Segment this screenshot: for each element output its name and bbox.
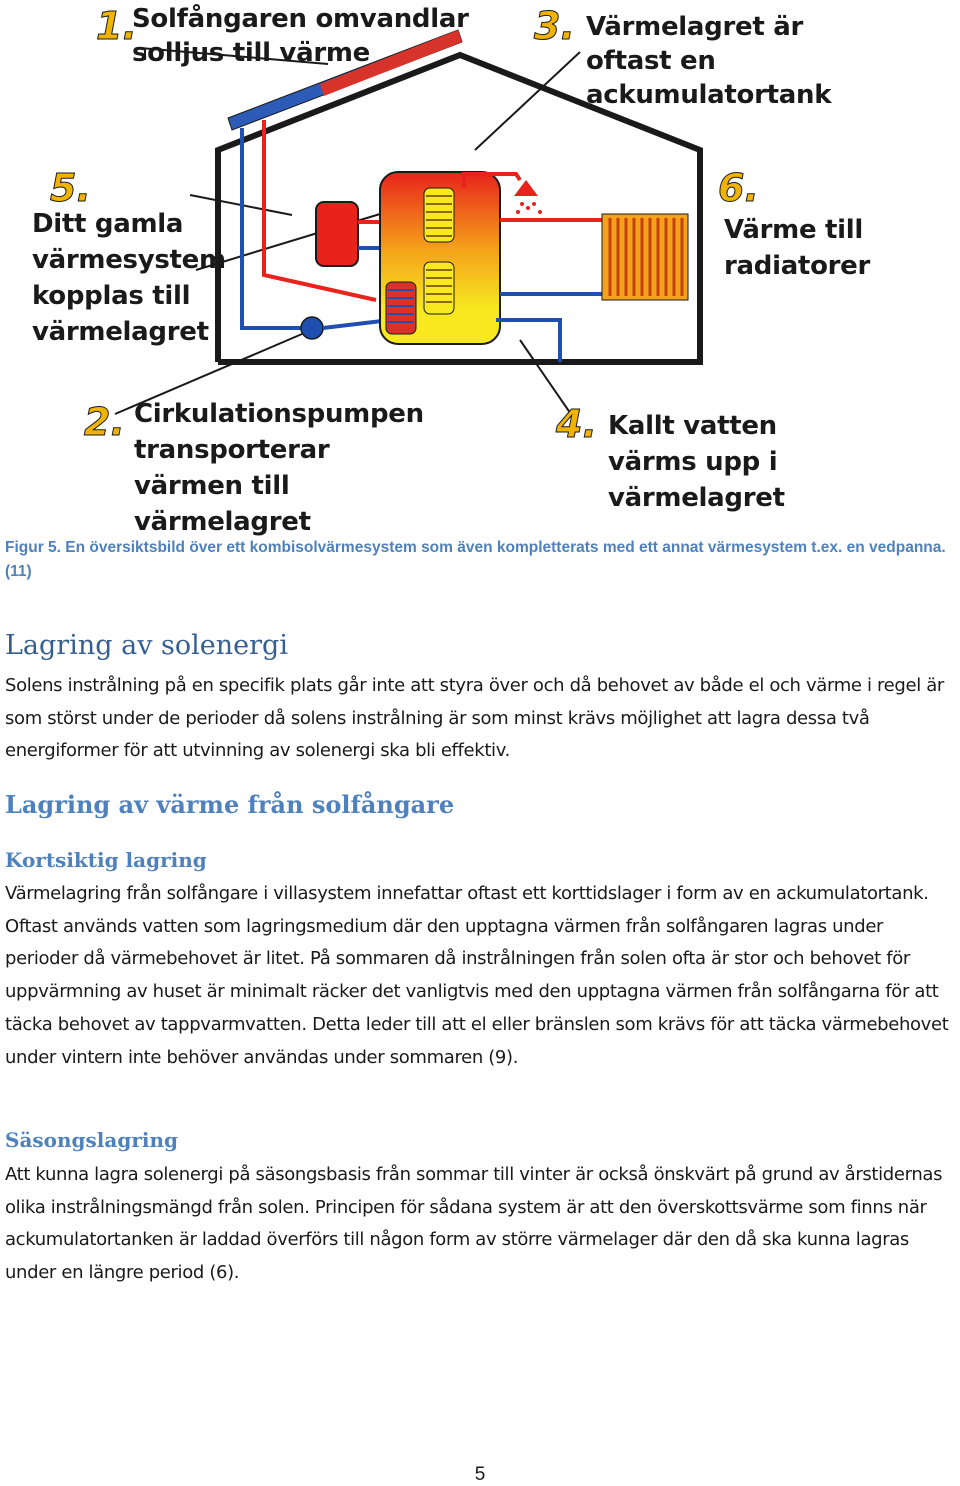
diagram-label-6: Värme till radiatorer bbox=[724, 215, 871, 281]
short-term-paragraph: Värmelagring från solfångare i villasystem innefattar oftast ett korttidslager i form av en ackumulatortank. Oftast används vatten som lagringsmedium där den upptagna värmen från solfångaren lagras under perioder då värmebehovet är litet. På sommaren då instrålningen från solen ofta är stor och behovet för uppvärmning av huset är minimalt räcker det vanligtvis med den upptagna värmen från solfångarna för att täcka behovet av tappvarmvatten. Detta leder till att el eller bränslen som krävs för att täcka värmebehovet under vintern inte behöver användas under sommaren (9). bbox=[5, 883, 949, 1068]
short-term-heading: Kortsiktig lagring bbox=[5, 848, 207, 872]
diagram-number-1: 1. bbox=[96, 4, 137, 48]
seasonal-paragraph: Att kunna lagra solenergi på säsongsbasis från sommar till vinter är också önskvärt på grund av årstidernas olika instrålningsmängd från solen. Principen för sådana system är att den överskottsvärme som finns när ackumulatortanken är laddad överförs till någon form av större värmelager där den då ska kunna lagras under en längre period (6). bbox=[5, 1164, 943, 1284]
diagram-label-1: Solfångaren omvandlar solljus till värme bbox=[132, 4, 469, 68]
diagram-number-2: 2. bbox=[84, 400, 125, 444]
diagram-number-5: 5. bbox=[50, 166, 91, 210]
diagram-label-3: Värmelagret är oftast en ackumulatortank bbox=[586, 12, 832, 110]
diagram-number-3: 3. bbox=[534, 4, 575, 48]
diagram-label-4: Kallt vatten värms upp i värmelagret bbox=[608, 411, 785, 513]
diagram-label-2: Cirkulationspumpen transporterar värmen till värmelagret bbox=[134, 399, 424, 537]
diagram-label-5: Ditt gamla värmesystem kopplas till värmelagret bbox=[32, 209, 226, 347]
page-number: 5 bbox=[474, 1464, 486, 1485]
section-heading: Lagring av solenergi bbox=[5, 630, 288, 661]
old-heater bbox=[316, 202, 358, 266]
diagram-number-6: 6. bbox=[718, 166, 759, 210]
subsection-heading: Lagring av värme från solfångare bbox=[5, 790, 455, 819]
diagram-number-4: 4. bbox=[556, 402, 597, 446]
shower-head bbox=[514, 180, 538, 196]
solar-heating-diagram bbox=[20, 0, 940, 537]
circulation-pump bbox=[301, 317, 323, 339]
figure-caption: Figur 5. En översiktsbild över ett kombisolvärmesystem som även kompletterats med ett annat värmesystem t.ex. en vedpanna. (11) bbox=[5, 539, 946, 580]
intro-paragraph: Solens instrålning på en specifik plats går inte att styra över och då behovet av både el och värme i regel är som störst under de perioder då solens instrålning är som minst krävs möjlighet att lagra dessa två energiformer för att utvinning av solenergi ska bli effektiv. bbox=[5, 675, 944, 762]
seasonal-heading: Säsongslagring bbox=[5, 1128, 178, 1152]
